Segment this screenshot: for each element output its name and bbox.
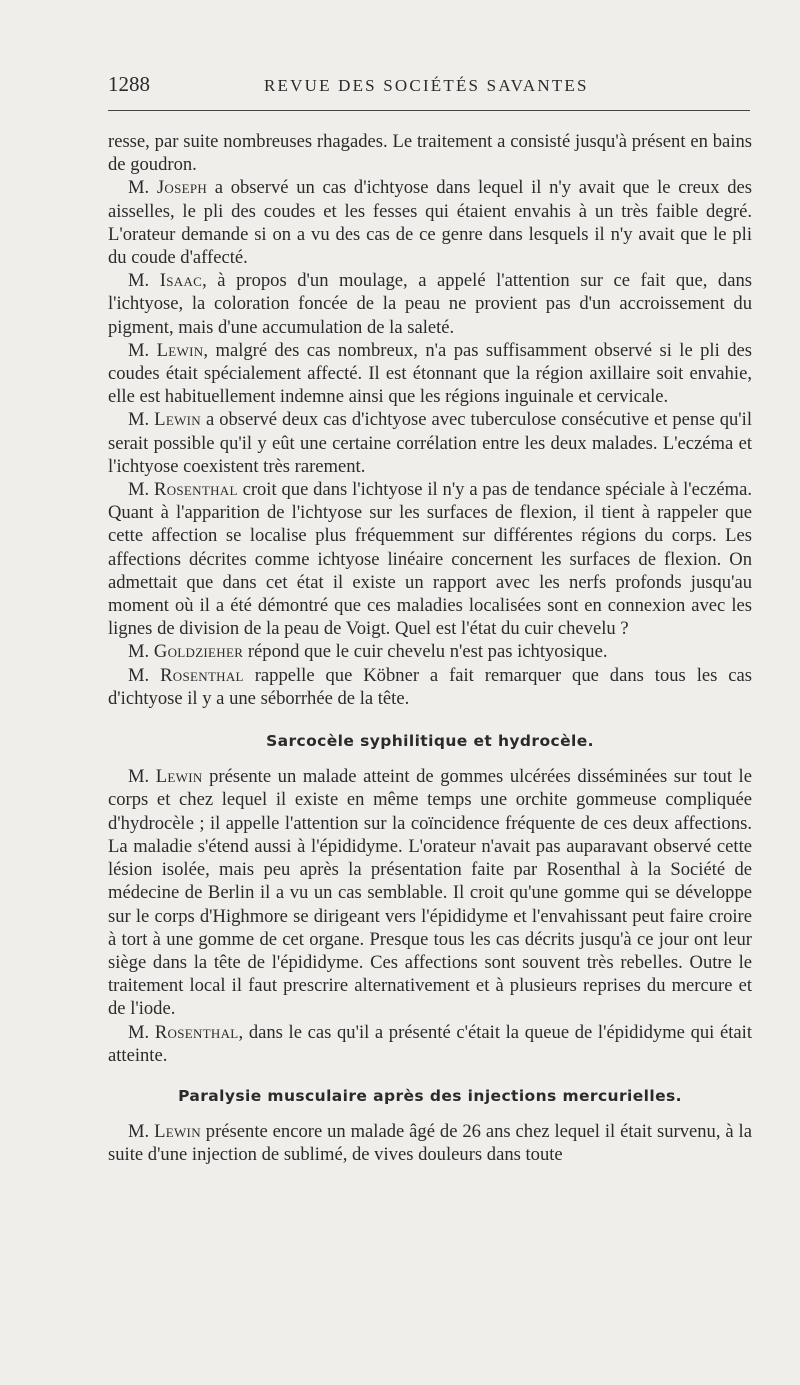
speaker-name: Joseph xyxy=(156,177,208,199)
paragraph xyxy=(108,1021,752,1067)
paragraph xyxy=(108,664,752,710)
paragraph xyxy=(108,339,752,409)
header-rule xyxy=(108,110,750,111)
speaker-prefix: M. xyxy=(128,766,156,788)
speaker-prefix: M. xyxy=(128,664,161,686)
paragraph-text: répond que le cuir chevelu n'est pas ichtyosique. xyxy=(243,641,608,663)
speaker-prefix: M. xyxy=(128,339,157,361)
section-title: Paralysie musculaire après des injections mercurielles. xyxy=(178,1086,682,1105)
paragraph xyxy=(108,640,752,663)
paragraph xyxy=(108,408,752,478)
paragraph-text: a observé un cas d'ichtyose dans lequel il n'y avait que le creux des aisselles, le pli des coudes et les fesses qui étaient envahis à un très faible degré. L'orateur demande si on a vu des cas de ce genre dans lesquels il n'y avait que le pli du coude d'affecté. xyxy=(108,177,752,269)
paragraph xyxy=(108,765,752,1020)
page-number: 1288 xyxy=(108,72,150,96)
paragraph-text: , dans le cas qu'il a présenté c'était la queue de l'épididyme qui était atteinte. xyxy=(108,1021,752,1066)
paragraph-text: présente un malade atteint de gommes ulcérées disséminées sur tout le corps et chez lequel il existe en même temps une orchite gommeuse compliquée d'hydrocèle ; il appelle l'attention sur la coïncidence fréquente de ces deux affections. La maladie s'étend aussi à l'épididyme. L'orateur n'avait pas auparavant observé cette lésion isolée, mais peu après la présentation faite par Rosenthal à la Société de médecine de Berlin il a vu un cas semblable. Il croit qu'une gomme qui se développe sur le corps d'Highmore se dirigeant vers l'épididyme et l'envahissant peut faire croire à tort à une gomme de cet organe. Presque tous les cas décrits jusqu'à ce jour ont leur siège dans la tête de l'épididyme. Ces affections sont souvent très rebelles. Outre le traitement local il faut prescrire alternativement et à plusieurs reprises du mercure et de l'iode. xyxy=(108,766,752,1020)
paragraph-text: présente encore un malade âgé de 26 ans chez lequel il était survenu, à la suite d'une injection de sublimé, de vives douleurs dans toute xyxy=(108,1121,752,1166)
paragraph xyxy=(108,478,752,640)
section-title: Sarcocèle syphilitique et hydrocèle. xyxy=(266,732,594,751)
speaker-name: Lewin xyxy=(156,339,204,361)
paragraph-text: , malgré des cas nombreux, n'a pas suffisamment observé si le pli des coudes était spécialement affecté. Il est étonnant que la région axillaire soit envahie, elle est habituellement indemne ainsi que les régions inguinale et cervicale. xyxy=(108,339,752,408)
paragraph xyxy=(108,269,752,339)
speaker-name: Rosenthal xyxy=(154,479,238,501)
speaker-prefix: M. xyxy=(128,1021,155,1043)
speaker-name: Lewin xyxy=(155,766,203,788)
speaker-name: Isaac xyxy=(159,270,203,292)
paragraph-text: croit que dans l'ichtyose il n'y a pas de tendance spéciale à l'eczéma. Quant à l'apparition de l'ichtyose sur les surfaces de flexion, il tient à rappeler que cette affection se localise plus fréquemment sur différentes régions du corps. Les affections décrites comme ichtyose linéaire concernent les surfaces de flexion. On admettait que dans cet état il existe un rapport avec les nerfs profonds jusqu'au moment où il a été démontré que ces maladies localisées sont en connexion avec les lignes de division de la peau de Voigt. Quel est l'état du cuir chevelu ? xyxy=(108,479,752,640)
paragraph-text: rappelle que Köbner a fait remarquer que dans tous les cas d'ichtyose il y a une séborrhée de la tête. xyxy=(108,664,752,709)
speaker-name: Lewin xyxy=(154,1121,201,1143)
paragraph: resse, par suite nombreuses rhagades. Le traitement a consisté jusqu'à présent en bains de goudron. xyxy=(108,131,752,176)
speaker-name: Rosenthal xyxy=(160,664,244,686)
speaker-prefix: M. xyxy=(128,479,155,501)
speaker-name: Rosenthal xyxy=(154,1021,239,1043)
speaker-prefix: M. xyxy=(128,177,157,199)
body-text xyxy=(108,130,752,1167)
page-header xyxy=(108,72,752,97)
running-head: REVUE DES SOCIÉTÉS SAVANTES xyxy=(264,76,589,95)
paragraph xyxy=(108,176,752,269)
speaker-name: Goldzieher xyxy=(153,641,244,663)
paragraph xyxy=(108,1120,752,1166)
speaker-prefix: M. xyxy=(128,1121,155,1143)
speaker-prefix: M. xyxy=(128,270,160,292)
paragraph-text: , à propos d'un moulage, a appelé l'attention sur ce fait que, dans l'ichtyose, la coloration foncée de la peau ne provient pas d'un accroissement du pigment, mais d'une accumulation de la saleté. xyxy=(108,270,752,338)
paragraph-text: a observé deux cas d'ichtyose avec tuberculose consécutive et pense qu'il serait possible qu'il y eût une certaine corrélation entre les deux malades. L'eczéma et l'ichtyose coexistent très rarement. xyxy=(108,409,752,477)
speaker-name: Lewin xyxy=(154,409,201,431)
speaker-prefix: M. xyxy=(128,641,154,663)
speaker-prefix: M. xyxy=(128,409,155,431)
